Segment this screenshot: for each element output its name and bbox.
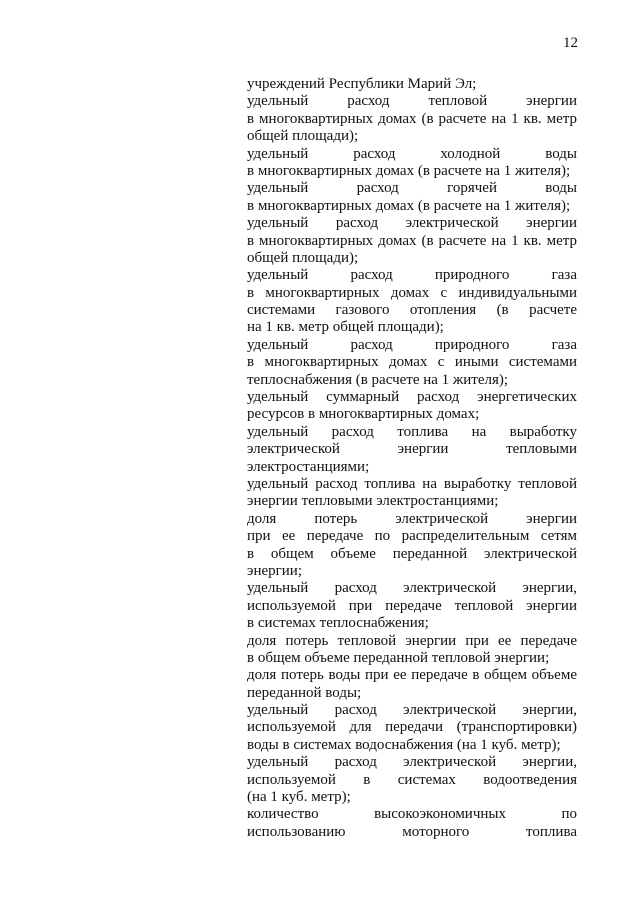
text-line: энергии тепловыми электростанциями; <box>247 493 499 510</box>
text-line: удельный суммарный расход энергетических <box>247 389 577 406</box>
text-line: в многоквартирных домах (в расчете на 1 жителя); <box>247 162 571 179</box>
text-line: в общем объеме переданной тепловой энергии; <box>247 649 550 666</box>
text-line: учреждений Республики Марий Эл; <box>247 76 477 92</box>
page-number: 12 <box>563 35 578 51</box>
text-line: использованию моторного топлива <box>247 823 577 840</box>
text-line: удельный расход топлива на выработку тепловой <box>247 475 577 492</box>
text-line: удельный расход тепловой энергии <box>247 93 577 110</box>
text-line: в многоквартирных домах (в расчете на 1 кв. метр <box>247 110 577 127</box>
text-line: удельный расход холодной воды <box>247 145 577 162</box>
text-line: удельный расход природного газа <box>247 267 577 284</box>
text-line: электростанциями; <box>247 458 370 475</box>
text-line: на 1 кв. метр общей площади); <box>247 319 444 336</box>
text-line: переданной воды; <box>247 684 362 701</box>
text-line: общей площади); <box>247 249 359 266</box>
text-line: количество высокоэкономичных по <box>247 806 577 823</box>
text-line: используемой в системах водоотведения <box>247 771 577 788</box>
text-line: используемой при передаче тепловой энергии <box>247 597 577 614</box>
text-line: при ее передаче по распределительным сетям <box>247 528 577 545</box>
text-line: ресурсов в многоквартирных домах; <box>247 406 480 423</box>
text-line: удельный расход электрической энергии, <box>247 580 577 597</box>
text-line: удельный расход горячей воды <box>247 180 577 197</box>
text-line: в системах теплоснабжения; <box>247 615 429 632</box>
text-line: электрической энергии тепловыми <box>247 441 577 458</box>
text-line: в многоквартирных домах (в расчете на 1 кв. метр <box>247 232 577 249</box>
text-line: в многоквартирных домах с индивидуальными <box>247 284 577 301</box>
text-line: (на 1 куб. метр); <box>247 789 351 806</box>
text-line: в многоквартирных домах с иными системами <box>247 354 577 371</box>
text-line: удельный расход топлива на выработку <box>247 423 577 440</box>
text-line: используемой для передачи (транспортировки) <box>247 719 577 736</box>
text-line: в общем объеме переданной электрической <box>247 545 577 562</box>
text-line: удельный расход электрической энергии, <box>247 754 577 771</box>
text-line: удельный расход электрической энергии <box>247 215 577 232</box>
text-line: удельный расход природного газа <box>247 336 577 353</box>
text-line: теплоснабжения (в расчете на 1 жителя); <box>247 371 509 388</box>
text-line: удельный расход электрической энергии, <box>247 702 577 719</box>
text-line: системами газового отопления (в расчете <box>247 302 577 319</box>
text-line: доля потерь тепловой энергии при ее передаче <box>247 632 577 649</box>
text-line: доля потерь электрической энергии <box>247 510 577 527</box>
text-line: доля потерь воды при ее передаче в общем объеме <box>247 667 577 684</box>
body-text <box>247 76 577 841</box>
text-line: общей площади); <box>247 128 359 145</box>
text-line: в многоквартирных домах (в расчете на 1 жителя); <box>247 197 571 214</box>
text-line: воды в системах водоснабжения (на 1 куб. метр); <box>247 736 561 753</box>
text-line: энергии; <box>247 562 302 579</box>
